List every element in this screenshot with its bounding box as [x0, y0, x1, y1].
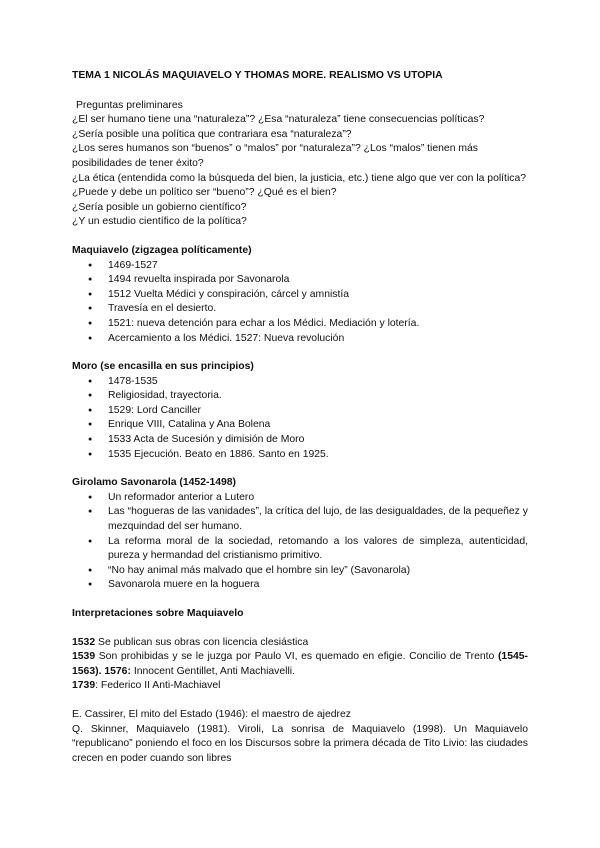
list-item: ● 1533 Acta de Sucesión y dimisión de Moro — [108, 433, 528, 448]
list-item: ● Enrique VIII, Catalina y Ana Bolena — [108, 418, 528, 433]
question-line: ¿El ser humano tiene una “naturaleza”? ¿Esa “naturaleza” tiene consecuencias políticas? — [72, 114, 485, 126]
year-1539: 1539 — [72, 651, 96, 663]
question-line: ¿Sería posible un gobierno científico? — [72, 201, 247, 213]
list-item: ● Acercamiento a los Médici. 1527: Nueva revolución — [108, 332, 528, 347]
document-title: TEMA 1 NICOLÁS MAQUIAVELO Y THOMAS MORE. REALISMO VS UTOPIA — [72, 70, 443, 81]
skinner-reference: Q. Skinner, Maquiavelo (1981). Viroli, La sonrisa de Maquiavelo (1998). Un Maquiavelo “republicano” poniendo el foco en los Discursos sobre la primera década de Tito Livio: las ciudades crecen en poder cuando son libres — [72, 723, 528, 764]
question-line: ¿Y un estudio científico de la política? — [72, 216, 247, 228]
document-page — [72, 69, 528, 766]
list-item: ● 1521: nueva detención para echar a los Médici. Mediación y lotería. — [108, 317, 528, 332]
savonarola-list — [72, 491, 528, 593]
interpretation-line — [72, 650, 528, 679]
list-item: ● Savonarola muere en la hoguera — [108, 578, 528, 593]
list-item: ● 1494 revuelta inspirada por Savonarola — [108, 273, 528, 288]
maquiavelo-heading: Maquiavelo (zigzagea políticamente) — [72, 244, 252, 256]
year-1532: 1532 — [72, 636, 96, 648]
trento-dates: (1545-1563). 1576: — [72, 651, 528, 677]
moro-heading: Moro (se encasilla en sus principios) — [72, 361, 254, 373]
preliminary-heading: Preguntas preliminares — [76, 99, 183, 111]
list-item: ● 1478-1535 — [108, 375, 528, 390]
question-line: ¿Sería posible una política que contrariara esa “naturaleza”? — [72, 128, 352, 140]
list-item: ● Travesía en el desierto. — [108, 302, 528, 317]
list-item: ● Las “hogueras de las vanidades”, la crítica del lujo, de las desigualdades, de la pequeñez y mezquindad del ser humano. — [108, 505, 528, 534]
list-item: ● La reforma moral de la sociedad, retomando a los valores de simpleza, autenticidad, pureza y hermandad del cristianismo primitivo. — [108, 535, 528, 564]
interpretaciones-heading: Interpretaciones sobre Maquiavelo — [72, 608, 244, 619]
interpretation-text: Son prohibidas y se le juzga por Paulo VI, es quemado en efigie. Concilio de Trento — [95, 651, 498, 663]
interpretation-line — [72, 679, 528, 694]
interpretation-text: : Federico II Anti-Machiavel — [95, 680, 221, 692]
list-item: ● Un reformador anterior a Lutero — [108, 491, 528, 506]
year-1739: 1739 — [72, 680, 96, 692]
cassirer-reference: E. Cassirer, El mito del Estado (1946): el maestro de ajedrez — [72, 708, 351, 720]
list-item: ● 1529: Lord Canciller — [108, 404, 528, 419]
preliminary-questions — [72, 99, 528, 230]
list-item: ● 1535 Ejecución. Beato en 1886. Santo en 1925. — [108, 448, 528, 463]
list-item: ● 1512 Vuelta Médici y conspiración, cárcel y amnistía — [108, 288, 528, 303]
list-item: ● 1469-1527 — [108, 259, 528, 274]
interpretation-text: Innocent Gentillet, Anti Machiavelli. — [130, 665, 295, 677]
maquiavelo-list — [72, 259, 528, 347]
savonarola-heading: Girolamo Savonarola (1452-1498) — [72, 477, 237, 489]
list-item: ● Religiosidad, trayectoria. — [108, 389, 528, 404]
interpretaciones-body — [72, 636, 528, 694]
moro-list — [72, 375, 528, 463]
question-line: ¿La ética (entendida como la búsqueda del bien, la justicia, etc.) tiene algo que ver con la política? ¿Puede y debe un político ser “bueno”? ¿Qué es el bien? — [72, 172, 527, 199]
list-item: ● “No hay animal más malvado que el hombre sin ley” (Savonarola) — [108, 564, 528, 579]
interpretation-text: Se publican sus obras con licencia clesiástica — [95, 636, 309, 648]
interpretation-line — [72, 636, 528, 651]
question-line: ¿Los seres humanos son “buenos” o “malos” por “naturaleza”? ¿Los “malos” tienen más posibilidades de tener éxito? — [72, 143, 478, 169]
